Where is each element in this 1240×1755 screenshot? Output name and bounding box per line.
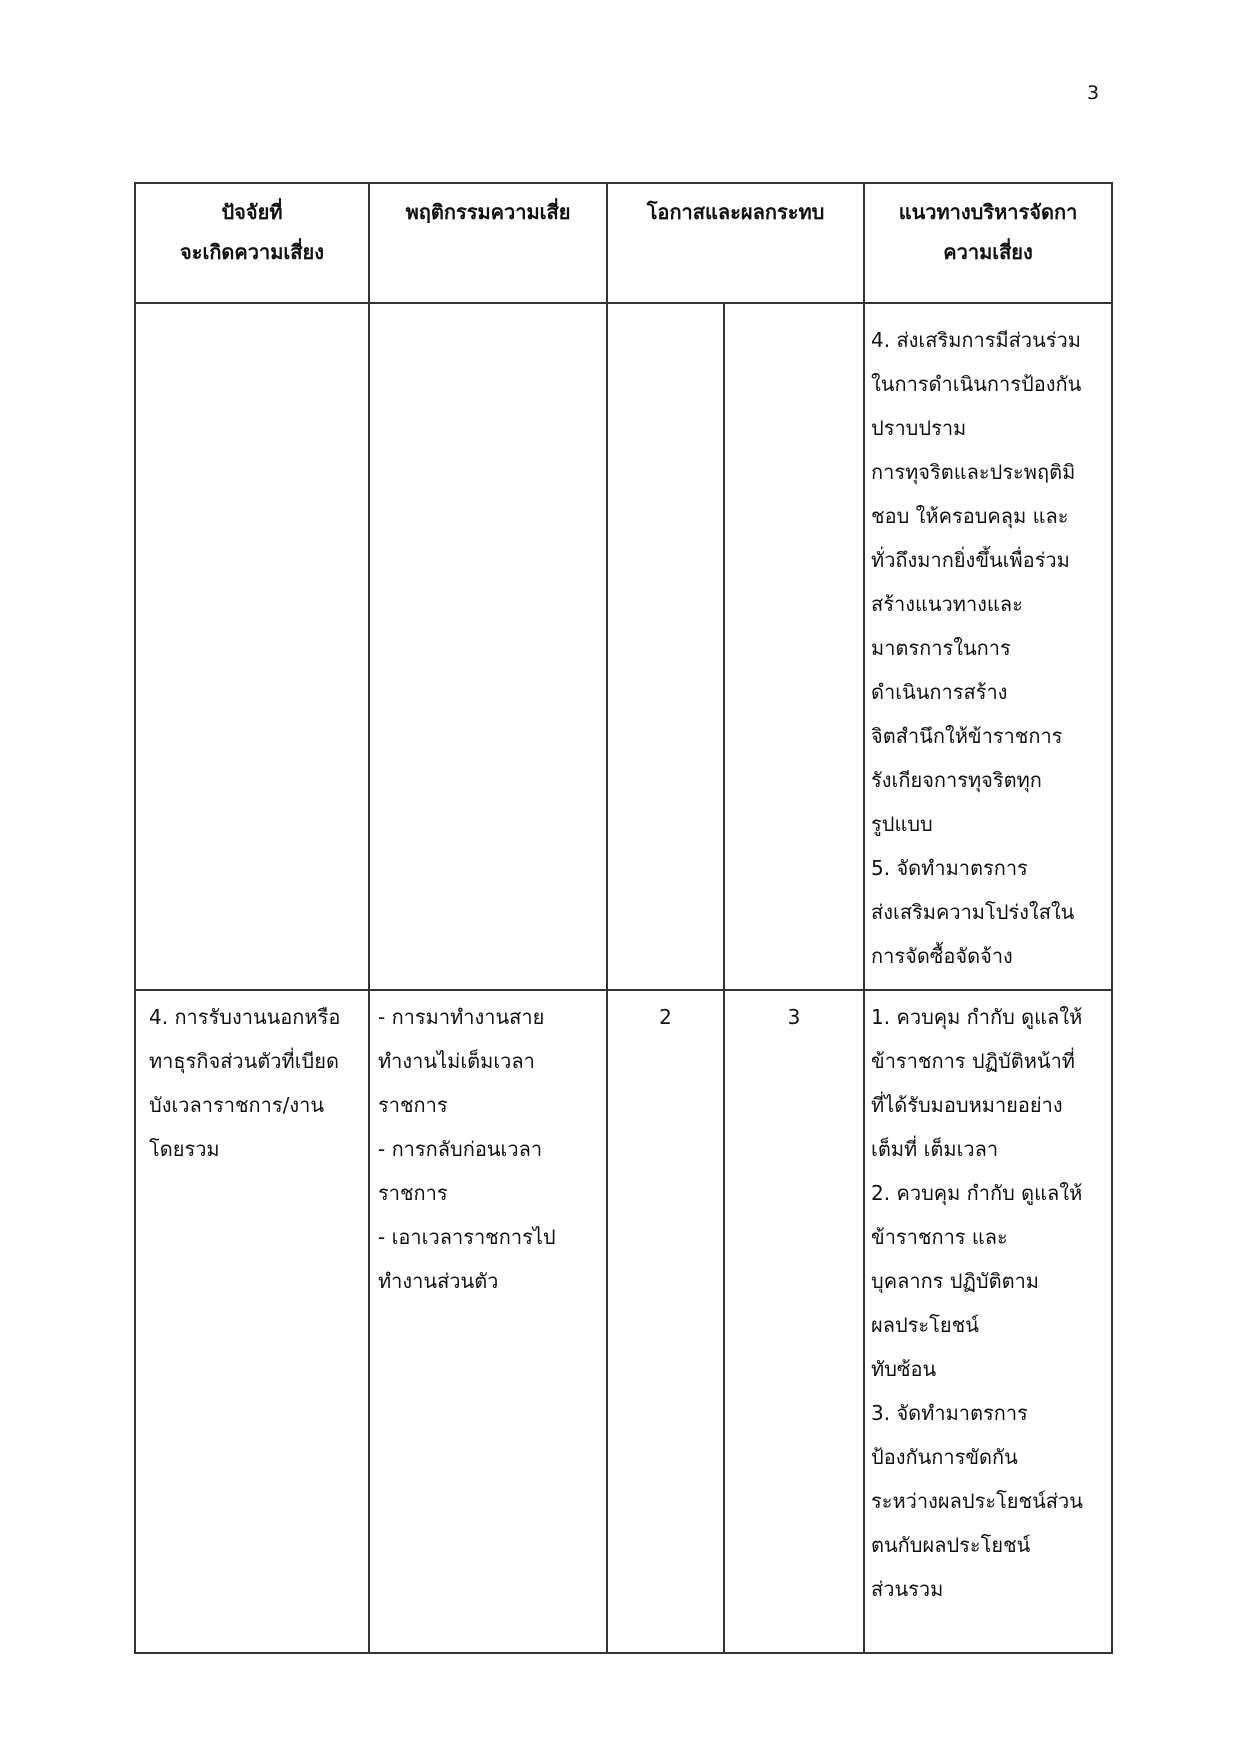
impact-value: 3 [787, 1005, 801, 1029]
management-line: ปราบปราม [871, 416, 967, 440]
management-line: ดำเนินการสร้าง [871, 680, 1008, 704]
header-behavior [369, 183, 607, 303]
header-behavior-line: พฤติกรรมความเสี่ย [405, 200, 571, 224]
management-line: ข้าราชการ ปฏิบัติหน้าที่ [871, 1049, 1075, 1073]
behavior-line: - การกลับก่อนเวลา [378, 1137, 543, 1161]
management-line: ส่งเสริมความโปร่งใสใน [871, 900, 1075, 924]
management-line: ส่วนรวม [871, 1577, 944, 1601]
behavior-line: ราชการ [378, 1093, 448, 1117]
impact-cell [724, 990, 864, 1653]
behavior-line: ราชการ [378, 1181, 448, 1205]
table-row [135, 303, 1112, 990]
header-row [135, 183, 1112, 303]
factor-line: โดยรวม [149, 1137, 220, 1161]
management-line: 5. จัดทำมาตรการ [871, 856, 1028, 880]
behavior-line: ทำงานส่วนตัว [378, 1269, 499, 1293]
management-line: การจัดซื้อจัดจ้าง [871, 944, 1013, 968]
page-number: 3 [1086, 82, 1100, 104]
management-line: จิตสำนึกให้ข้าราชการ [871, 724, 1063, 748]
management-line: ระหว่างผลประโยชน์ส่วน [871, 1489, 1083, 1513]
behavior-cell [369, 303, 607, 990]
management-line: 1. ควบคุม กำกับ ดูแลให้ [871, 1005, 1083, 1029]
header-factor-line: จะเกิดความเสี่ยง [180, 240, 324, 264]
table-row [135, 990, 1112, 1653]
likelihood-cell [607, 990, 724, 1653]
header-management [864, 183, 1112, 303]
management-line: ป้องกันการขัดกัน [871, 1445, 1018, 1469]
management-line: 3. จัดทำมาตรการ [871, 1401, 1028, 1425]
likelihood-value: 2 [659, 1005, 672, 1029]
management-cell [864, 990, 1112, 1653]
factor-cell [135, 303, 369, 990]
management-line: การทุจริตและประพฤติมิ [871, 460, 1076, 484]
impact-cell [724, 303, 864, 990]
header-management-line: ความเสี่ยง [943, 240, 1033, 264]
management-line: เต็มที่ เต็มเวลา [871, 1137, 999, 1161]
management-line: ตนกับผลประโยชน์ [871, 1533, 1031, 1557]
behavior-line: - การมาทำงานสาย [378, 1005, 545, 1029]
factor-line: ทาธุรกิจส่วนตัวที่เบียด [149, 1049, 339, 1073]
factor-line: 4. การรับงานนอกหรือ [149, 1005, 341, 1029]
management-line: สร้างแนวทางและ [871, 592, 1023, 616]
factor-line: บังเวลาราชการ/งาน [149, 1093, 325, 1117]
behavior-line: - เอาเวลาราชการไป [378, 1225, 556, 1249]
management-line: บุคลากร ปฏิบัติตาม [871, 1269, 1039, 1293]
management-line: รังเกียจการทุจริตทุก [871, 768, 1042, 792]
management-line: ข้าราชการ และ [871, 1225, 1008, 1249]
management-line: ชอบ ให้ครอบคลุม และ [871, 504, 1069, 528]
management-line: ทับซ้อน [871, 1357, 937, 1381]
header-factor [135, 183, 369, 303]
management-line: รูปแบบ [871, 812, 933, 836]
likelihood-cell [607, 303, 724, 990]
management-line: ที่ได้รับมอบหมายอย่าง [871, 1093, 1063, 1117]
management-cell [864, 303, 1112, 990]
behavior-line: ทำงานไม่เต็มเวลา [378, 1049, 535, 1073]
factor-cell [135, 990, 369, 1653]
header-factor-line: ปัจจัยที่ [221, 200, 283, 224]
header-likelihood-impact-line: โอกาสและผลกระทบ [646, 200, 825, 224]
management-line: 2. ควบคุม กำกับ ดูแลให้ [871, 1181, 1083, 1205]
management-line: ผลประโยชน์ [871, 1313, 979, 1337]
management-line: มาตรการในการ [871, 636, 1011, 660]
header-likelihood-impact [607, 183, 864, 303]
management-line: ทั่วถึงมากยิ่งขึ้นเพื่อร่วม [871, 548, 1070, 572]
header-management-line: แนวทางบริหารจัดกา [898, 200, 1078, 224]
management-line: ในการดำเนินการป้องกัน [871, 372, 1082, 396]
risk-table [134, 182, 1113, 1654]
management-line: 4. ส่งเสริมการมีส่วนร่วม [871, 328, 1081, 352]
behavior-cell [369, 990, 607, 1653]
